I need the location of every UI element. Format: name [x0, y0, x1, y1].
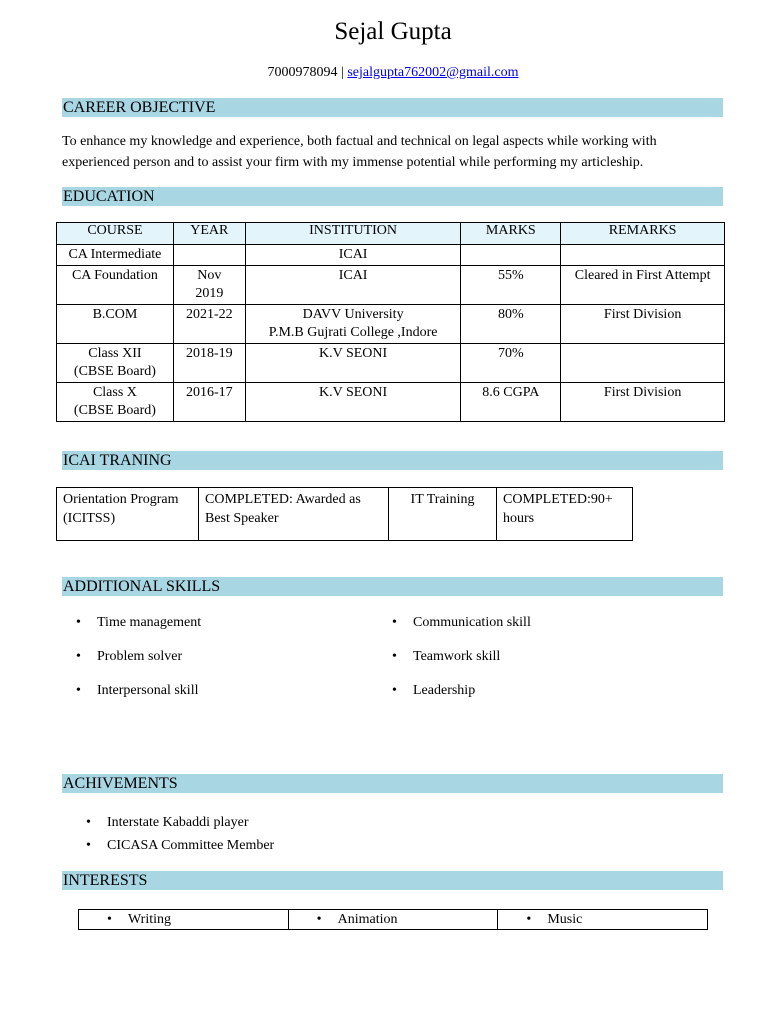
training-table [56, 487, 633, 541]
bullet: • [86, 815, 91, 830]
training-program-cell: Orientation Program (ICITSS) [57, 488, 199, 541]
education-cell-remarks: First Division [561, 305, 725, 344]
skill-item: • Time management [76, 615, 202, 630]
education-cell-year [173, 245, 245, 266]
bullet: • [392, 615, 397, 630]
resume-name: Sejal Gupta [334, 18, 452, 45]
education-cell-marks: 8.6 CGPA [461, 383, 561, 422]
skill-item: • Problem solver [76, 649, 183, 664]
education-cell-institution: DAVV University P.M.B Gujrati College ,Indore [245, 305, 461, 344]
education-cell-course: B.COM [57, 305, 174, 344]
education-row [57, 305, 725, 344]
education-cell-remarks: Cleared in First Attempt [561, 266, 725, 305]
achievement-item: • Interstate Kabaddi player [86, 811, 274, 834]
training-status-cell: COMPLETED: Awarded as Best Speaker [199, 488, 389, 541]
education-cell-course: Class XII (CBSE Board) [57, 344, 174, 383]
achievements-list [86, 811, 274, 857]
education-row [57, 266, 725, 305]
bullet: • [392, 649, 397, 664]
education-cell-remarks [561, 245, 725, 266]
bullet: • [392, 683, 397, 698]
bullet: • [526, 912, 532, 927]
bullet: • [316, 912, 322, 927]
education-cell-course: Class X (CBSE Board) [57, 383, 174, 422]
bullet: • [76, 615, 81, 630]
bullet: • [76, 683, 81, 698]
education-cell-institution: K.V SEONI [245, 344, 461, 383]
education-cell-marks: 55% [461, 266, 561, 305]
education-cell-institution: K.V SEONI [245, 383, 461, 422]
education-row [57, 245, 725, 266]
achievement-item: • CICASA Committee Member [86, 834, 274, 857]
section-header-achievements: ACHIVEMENTS [62, 774, 723, 793]
interests-table [78, 909, 708, 930]
education-row [57, 344, 725, 383]
education-table [56, 222, 725, 422]
section-header-career-objective: CAREER OBJECTIVE [62, 98, 723, 117]
column-header-marks: MARKS [461, 223, 561, 245]
skill-item: • Interpersonal skill [76, 683, 199, 698]
education-cell-remarks [561, 344, 725, 383]
education-cell-year: 2021-22 [173, 305, 245, 344]
contact-line [0, 65, 768, 81]
section-header-education: EDUCATION [62, 187, 723, 206]
interests-row [79, 910, 708, 930]
education-row [57, 383, 725, 422]
column-header-year: YEAR [173, 223, 245, 245]
education-cell-course: CA Intermediate [57, 245, 174, 266]
bullet: • [86, 838, 91, 853]
interest-item: • Writing [79, 910, 289, 930]
education-cell-marks [461, 245, 561, 266]
skill-item: • Teamwork skill [392, 649, 501, 664]
education-header-row [57, 223, 725, 245]
education-cell-year: 2016-17 [173, 383, 245, 422]
education-cell-year: 2018-19 [173, 344, 245, 383]
training-it-status-cell: COMPLETED:90+ hours [497, 488, 633, 541]
education-cell-year: Nov 2019 [173, 266, 245, 305]
education-cell-marks: 80% [461, 305, 561, 344]
education-cell-institution: ICAI [245, 266, 461, 305]
section-header-additional-skills: ADDITIONAL SKILLS [62, 577, 723, 596]
section-header-icai-training: ICAI TRANING [62, 451, 723, 470]
skill-item: • Communication skill [392, 615, 531, 630]
interest-item: • Music [498, 910, 708, 930]
education-cell-marks: 70% [461, 344, 561, 383]
column-header-institution: INSTITUTION [245, 223, 461, 245]
bullet: • [107, 912, 112, 927]
education-cell-institution: ICAI [245, 245, 461, 266]
skill-item: • Leadership [392, 683, 476, 698]
education-rows [57, 245, 725, 422]
email-link[interactable]: sejalgupta762002@gmail.com [347, 65, 519, 80]
training-it-cell: IT Training [389, 488, 497, 541]
contact-separator: | [337, 65, 348, 80]
education-cell-course: CA Foundation [57, 266, 174, 305]
career-objective-text: To enhance my knowledge and experience, both factual and technical on legal aspects while working with experienced person and to assist your firm with my immense potential while performing my articleship. [62, 134, 657, 170]
training-row [57, 488, 633, 541]
education-cell-remarks: First Division [561, 383, 725, 422]
interest-item: • Animation [288, 910, 498, 930]
column-header-remarks: REMARKS [561, 223, 725, 245]
phone-number: 7000978094 [267, 65, 338, 80]
bullet: • [76, 649, 81, 664]
section-header-interests: INTERESTS [62, 871, 723, 890]
column-header-course: COURSE [57, 223, 174, 245]
